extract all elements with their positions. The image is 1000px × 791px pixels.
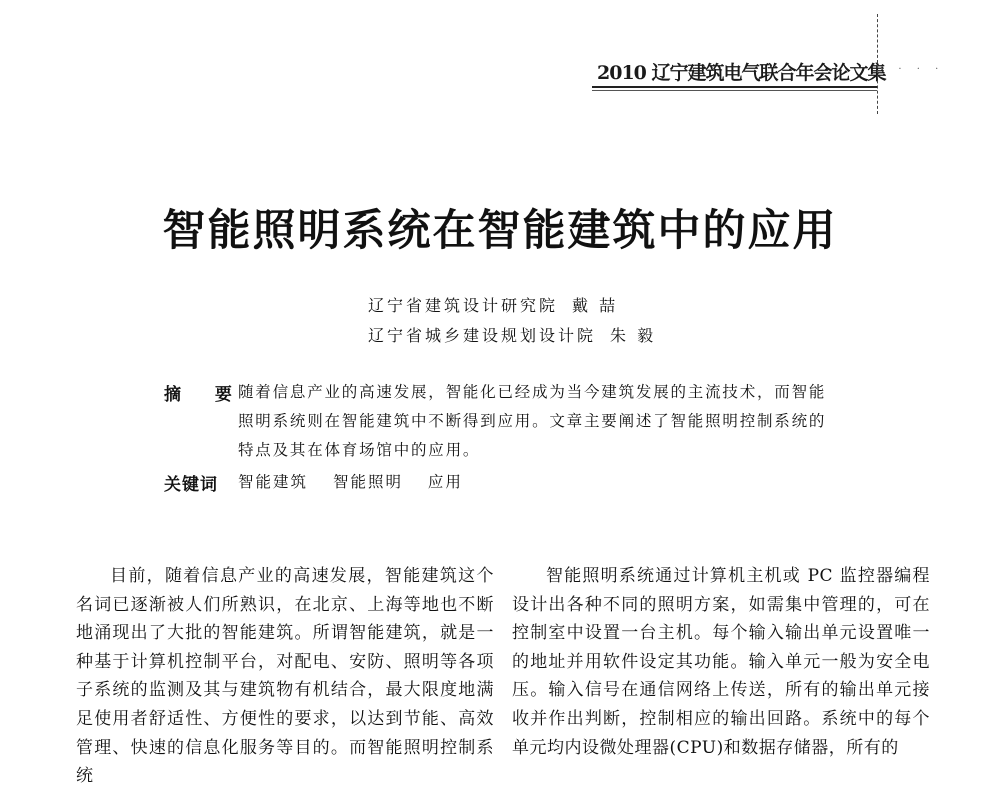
keyword: 智能建筑 <box>238 473 309 491</box>
header-rule-thin <box>592 90 877 91</box>
keywords-label: 关键词 <box>164 475 218 495</box>
keyword: 智能照明 <box>332 473 403 491</box>
crop-mark-dots: · · · · <box>880 64 945 75</box>
abstract-text: 随着信息产业的高速发展，智能化已经成为当今建筑发展的主流技术，而智能照明系统则在智能建筑中不断得到应用。文章主要阐述了智能照明控制系统的特点及其在体育场馆中的应用。 <box>238 383 827 459</box>
body-column-left: 目前，随着信息产业的高速发展，智能建筑这个名词已逐渐被人们所熟识，在北京、上海等地也不断地涌现出了大批的智能建筑。所谓智能建筑，就是一种基于计算机控制平台，对配电、安防、照明等各项子系统的监测及其与建筑物有机结合，最大限度地满足使用者舒适性、方便性的要求，以达到节能、高效管理、快速的信息化服务等目的。而智能照明控制系统 <box>76 566 494 787</box>
keywords-list <box>238 470 483 492</box>
abstract-label: 摘 要 <box>164 385 246 405</box>
author-name: 戴 喆 <box>572 296 619 315</box>
author-name: 朱 毅 <box>610 326 657 345</box>
keyword: 应用 <box>427 473 463 491</box>
author-affiliation: 辽宁省建筑设计研究院 <box>368 296 559 315</box>
header-rule <box>592 86 877 88</box>
author-affiliation: 辽宁省城乡建设规划设计院 <box>368 326 597 345</box>
author-line-1 <box>368 293 618 316</box>
crop-mark-line <box>877 14 878 114</box>
article-title: 智能照明系统在智能建筑中的应用 <box>162 206 838 256</box>
running-header-title: 2010 辽宁建筑电气联合年会论文集 <box>597 62 886 84</box>
author-line-2 <box>368 323 656 346</box>
body-column-right: 智能照明系统通过计算机主机或 PC 监控器编程设计出各种不同的照明方案，如需集中管理的，可在控制室中设置一台主机。每个输入输出单元设置唯一的地址并用软件设定其功能。输入单元一般为安全电压。输入信号在通信网络上传送，所有的输出单元接收并作出判断，控制相应的输出回路。系统中的每个单元均内设微处理器(CPU)和数据存储器，所有的 <box>512 566 930 758</box>
